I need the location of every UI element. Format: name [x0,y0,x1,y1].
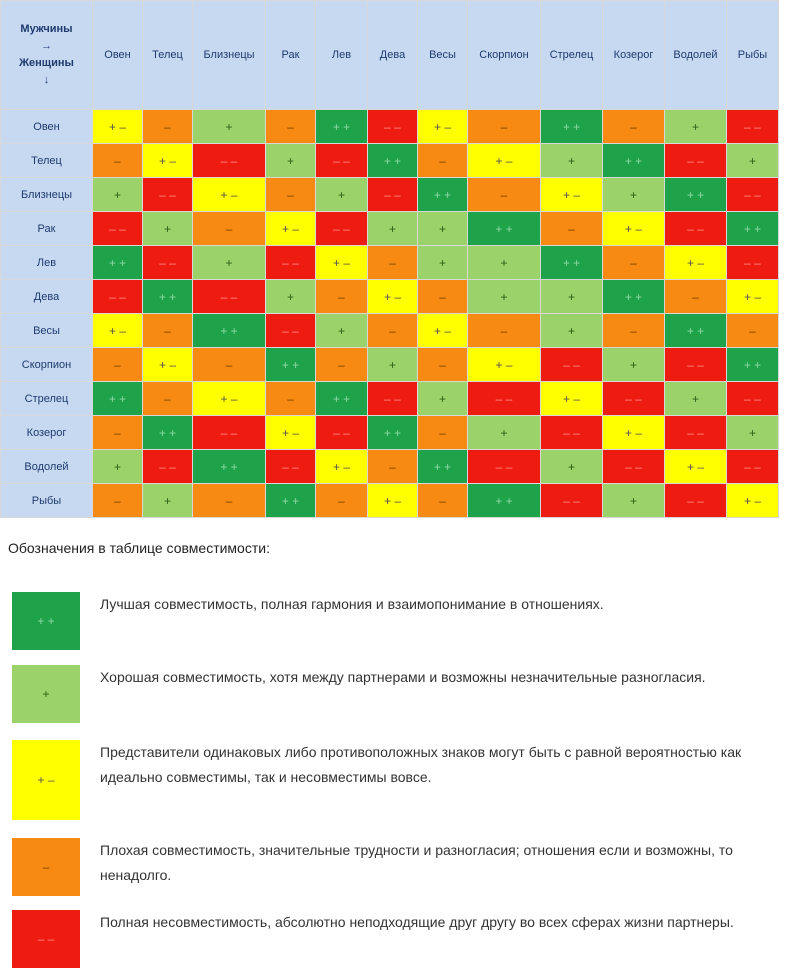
compat-cell: + + [727,212,779,246]
col-header: Водолей [665,1,727,110]
table-row [1,246,779,280]
compat-cell: + + [193,314,266,348]
arrow-down-icon: ↓ [43,74,50,86]
compat-cell: – [603,110,665,144]
compat-cell: + – [418,314,468,348]
compat-cell: + + [727,348,779,382]
compat-cell: + [603,484,665,518]
compat-cell: + + [143,416,193,450]
compat-cell: + [541,144,603,178]
compat-cell: – [368,246,418,280]
table-row [1,348,779,382]
compat-cell: – – [665,144,727,178]
compat-cell: – – [603,382,665,416]
compat-cell: – [727,314,779,348]
legend-swatch: + [12,665,80,723]
compat-cell: + – [266,212,316,246]
compat-cell: – [541,212,603,246]
compat-cell: – [316,484,368,518]
compat-cell: – [665,280,727,314]
compat-cell: – [368,314,418,348]
compat-cell: + + [316,110,368,144]
compat-cell: + – [727,280,779,314]
compat-cell: + – [468,348,541,382]
table-body [1,110,779,518]
compat-cell: – – [541,348,603,382]
compat-cell: + – [603,212,665,246]
compat-cell: – – [93,280,143,314]
compat-cell: – – [727,450,779,484]
compat-cell: + – [603,416,665,450]
compat-cell: – [193,212,266,246]
compat-cell: – – [316,212,368,246]
compat-cell: – [143,110,193,144]
compat-cell: – – [368,110,418,144]
compat-cell: + [316,178,368,212]
compat-cell: + + [266,348,316,382]
compat-cell: + [468,246,541,280]
row-header: Рак [1,212,93,246]
compat-cell: – [603,246,665,280]
compat-cell: + [665,110,727,144]
compat-cell: – – [266,450,316,484]
compat-cell: – – [193,280,266,314]
col-header: Дева [368,1,418,110]
compat-cell: + [93,178,143,212]
compat-cell: + – [727,484,779,518]
legend-text: Представители одинаковых либо противоположных знаков могут быть с равной вероятностью как идеально совместимы, так и несовместимы вовсе. [100,744,742,785]
compat-cell: – – [93,212,143,246]
compat-cell: + – [541,382,603,416]
table-row [1,144,779,178]
row-header: Телец [1,144,93,178]
corner-cell [1,1,93,110]
table-row [1,110,779,144]
compat-cell: – – [727,178,779,212]
col-header: Весы [418,1,468,110]
compat-cell: + [193,246,266,280]
compat-cell: + – [143,144,193,178]
corner-women-label: Женщины [19,57,74,69]
compat-cell: – – [727,110,779,144]
compat-cell: + [468,280,541,314]
col-header: Стрелец [541,1,603,110]
compat-cell: – – [603,450,665,484]
compat-cell: + [418,246,468,280]
compat-cell: + + [316,382,368,416]
compat-cell: – – [727,246,779,280]
compat-cell: + + [541,246,603,280]
compat-cell: + – [368,484,418,518]
arrow-right-icon: → [41,40,52,52]
row-header: Рыбы [1,484,93,518]
legend-swatch: – [12,838,80,896]
compat-cell: – [93,484,143,518]
compat-cell: + [316,314,368,348]
compat-cell: – [418,484,468,518]
compat-cell: + + [665,178,727,212]
legend-swatch: – – [12,910,80,968]
compat-cell: – – [727,382,779,416]
col-header: Близнецы [193,1,266,110]
compat-cell: – [266,382,316,416]
compat-cell: + + [468,212,541,246]
compat-cell: + – [193,382,266,416]
compat-cell: – – [665,348,727,382]
compat-cell: + [727,144,779,178]
compat-cell: + – [143,348,193,382]
legend-item-best [12,592,792,652]
compat-cell: + + [418,450,468,484]
compat-cell: + + [541,110,603,144]
compat-cell: – – [316,144,368,178]
compat-cell: + + [143,280,193,314]
compat-cell: + – [541,178,603,212]
compat-cell: – – [368,382,418,416]
compat-cell: + – [368,280,418,314]
compat-cell: + + [665,314,727,348]
compat-cell: – – [266,314,316,348]
compat-cell: – [93,416,143,450]
compat-cell: – [468,178,541,212]
compat-cell: – [418,144,468,178]
table-row [1,416,779,450]
row-header: Водолей [1,450,93,484]
col-header: Скорпион [468,1,541,110]
compat-cell: + + [603,280,665,314]
compat-cell: – [468,314,541,348]
compat-cell: – – [193,144,266,178]
legend-text: Полная несовместимость, абсолютно неподходящие друг другу во всех сферах жизни партнеры. [100,914,734,930]
compat-cell: + + [418,178,468,212]
compat-cell: + + [93,246,143,280]
legend-swatch: + – [12,740,80,820]
legend-text: Плохая совместимость, значительные трудности и разногласия; отношения если и возможны, то ненадолго. [100,842,733,883]
compat-cell: + [603,348,665,382]
compat-cell: – [143,382,193,416]
compat-cell: + [193,110,266,144]
compat-cell: + – [418,110,468,144]
row-header: Близнецы [1,178,93,212]
compat-cell: – [418,348,468,382]
header-row [1,1,779,110]
compat-cell: – [316,280,368,314]
compat-cell: – – [541,416,603,450]
compat-cell: – – [143,178,193,212]
table-row [1,484,779,518]
compat-cell: + + [368,416,418,450]
compat-cell: – – [143,246,193,280]
col-header: Рыбы [727,1,779,110]
row-header: Лев [1,246,93,280]
compat-cell: – [143,314,193,348]
compat-cell: + [541,450,603,484]
compat-cell: + – [193,178,266,212]
legend-text: Лучшая совместимость, полная гармония и взаимопонимание в отношениях. [100,596,604,612]
compat-cell: + [665,382,727,416]
compat-cell: – [418,416,468,450]
compat-cell: + – [316,450,368,484]
compat-cell: + + [93,382,143,416]
legend-item-good [12,665,792,725]
compat-cell: + [603,178,665,212]
compat-cell: + – [665,450,727,484]
compat-cell: + [468,416,541,450]
compat-cell: – [266,178,316,212]
legend-text: Хорошая совместимость, хотя между партнерами и возможны незначительные разногласия. [100,669,706,685]
compat-cell: – [603,314,665,348]
compat-cell: + + [368,144,418,178]
compat-cell: + – [266,416,316,450]
compat-cell: + [93,450,143,484]
compat-cell: – – [468,382,541,416]
compat-cell: + + [603,144,665,178]
compat-cell: – [468,110,541,144]
compat-cell: + [727,416,779,450]
compat-cell: + + [468,484,541,518]
compat-cell: + [368,348,418,382]
compat-cell: – – [665,484,727,518]
col-header: Телец [143,1,193,110]
compat-cell: – – [316,416,368,450]
legend-swatch: + + [12,592,80,650]
table-row [1,178,779,212]
table-row [1,314,779,348]
col-header: Рак [266,1,316,110]
row-header: Стрелец [1,382,93,416]
compat-cell: + + [193,450,266,484]
compat-cell: + – [316,246,368,280]
row-header: Весы [1,314,93,348]
compat-cell: – – [468,450,541,484]
legend-title: Обозначения в таблице совместимости: [8,540,270,556]
compat-cell: – [266,110,316,144]
compat-cell: + – [93,314,143,348]
row-header: Скорпион [1,348,93,382]
compat-cell: – [193,348,266,382]
corner-men-label: Мужчины [20,23,73,35]
compat-cell: + + [266,484,316,518]
compat-cell: + – [93,110,143,144]
compat-cell: – [418,280,468,314]
compat-cell: – [368,450,418,484]
compat-cell: + [541,280,603,314]
compat-cell: – [93,144,143,178]
compat-cell: – – [541,484,603,518]
row-header: Овен [1,110,93,144]
table-row [1,212,779,246]
compat-cell: + [368,212,418,246]
compat-cell: + [143,484,193,518]
compat-cell: + [418,382,468,416]
compat-cell: + – [468,144,541,178]
compat-cell: + [418,212,468,246]
row-header: Дева [1,280,93,314]
table-row [1,450,779,484]
compat-cell: – – [143,450,193,484]
legend-item-incompatible [12,910,792,970]
compat-cell: – [193,484,266,518]
compat-cell: – [316,348,368,382]
legend-item-equal [12,740,792,800]
col-header: Лев [316,1,368,110]
compat-cell: – – [266,246,316,280]
compat-cell: – – [665,416,727,450]
compat-cell: + [143,212,193,246]
compat-cell: + [266,144,316,178]
compat-cell: – – [665,212,727,246]
table-row [1,280,779,314]
compat-cell: + – [665,246,727,280]
compat-cell: – [93,348,143,382]
col-header: Овен [93,1,143,110]
col-header: Козерог [603,1,665,110]
table-row [1,382,779,416]
row-header: Козерог [1,416,93,450]
legend-item-poor [12,838,792,898]
compat-cell: – – [193,416,266,450]
compat-cell: + [266,280,316,314]
compat-cell: + [541,314,603,348]
compat-cell: – – [368,178,418,212]
